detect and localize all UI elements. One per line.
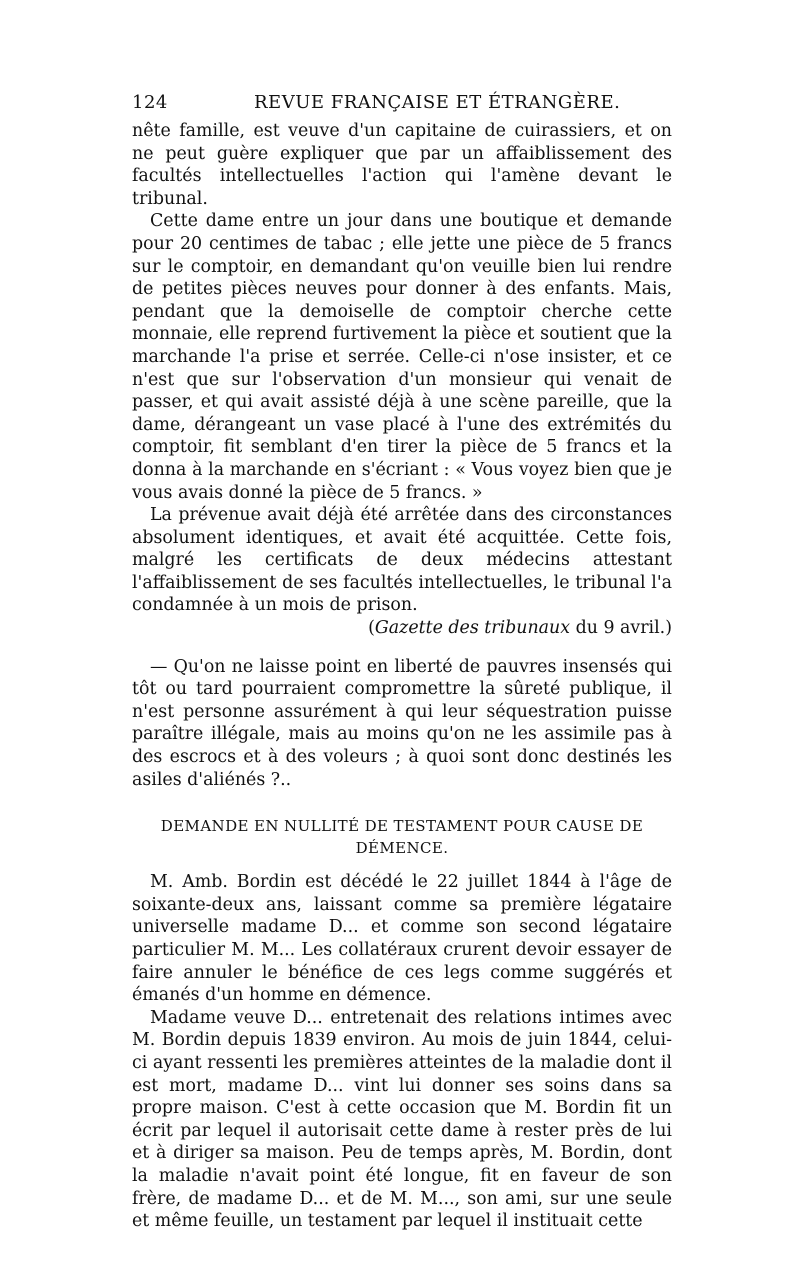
source-citation (132, 617, 672, 640)
source-rest: du 9 avril.) (570, 618, 672, 639)
paragraph-commentary: — Qu'on ne laisse point en liberté de pauvres insensés qui tôt ou tard pourraient compromettre la sûreté publique, il n'est personne assurément à qui leur séquestration puisse paraître illégale, mais au moins qu'on ne les assimile pas à des escrocs et à des voleurs ; à quoi sont donc destinés les asiles d'aliénés ?.. (132, 656, 672, 790)
paragraph-gap (132, 640, 672, 656)
page-number: 124 (132, 92, 168, 113)
source-open: ( (368, 618, 375, 639)
paragraph-verdict: La prévenue avait déjà été arrêtée dans des circonstances absolument identiques, et avait été acquittée. Cette fois, malgré les certificats de deux médecins attestant l'affaiblissement de ses facultés intellectuelles, le tribunal l'a condamnée à un mois de prison. (132, 505, 672, 616)
paragraph-relations: Madame veuve D... entretenait des relations intimes avec M. Bordin depuis 1839 environ. Au mois de juin 1844, celui-ci ayant ressenti les premières atteintes de la maladie dont il est mort, madame D... vint lui donner ses soins dans sa propre maison. C'est à cette occasion que M. Bordin fit un écrit par lequel il autorisait cette dame à rester près de lui et à diriger sa maison. Peu de temps après, M. Bordin, dont la maladie n'avait point été longue, fit en faveur de son frère, de madame D... et de M. M..., son ami, sur une seule et même feuille, un testament par lequel il instituait cette (132, 1007, 672, 1232)
paragraph-case: M. Amb. Bordin est décédé le 22 juillet 1844 à l'âge de soixante-deux ans, laissant comme sa première légataire universelle madame D... et comme son second légataire particulier M. M... Les collatéraux crurent devoir essayer de faire annuler le bénéfice de ces legs comme suggérés et émanés d'un homme en démence. (132, 872, 672, 1006)
source-title: Gazette des tribunaux (374, 618, 571, 639)
paragraph-continued: nête famille, est veuve d'un capitaine de cuirassiers, et on ne peut guère expliquer que par un affaiblissement des facultés intellectuelles l'action qui l'amène devant le tribunal. (132, 121, 672, 209)
section-title: DEMANDE EN NULLITÉ DE TESTAMENT POUR CAUSE DE DÉMENCE. (160, 817, 644, 858)
journal-title: REVUE FRANÇAISE ET ÉTRANGÈRE. (254, 92, 621, 113)
paragraph-anecdote: Cette dame entre un jour dans une boutique et demande pour 20 centimes de tabac ; elle jette une pièce de 5 francs sur le comptoir, en demandant qu'on veuille bien lui rendre de petites pièces neuves pour donner à des enfants. Mais, pendant que la demoiselle de comptoir cherche cette monnaie, elle reprend furtivement la pièce et soutient que la marchande l'a prise et serrée. Celle-ci n'ose insister, et ce n'est que sur l'observation d'un monsieur qui venait de passer, et qui avait assisté déjà à une scène pareille, que la dame, dérangeant un vase placé à l'une des extrémités du comptoir, fit semblant d'en tirer la pièce de 5 francs et la donna à la marchande en s'écriant : « Vous voyez bien que je vous avais donné la pièce de 5 francs. » (132, 211, 672, 503)
body-text (132, 120, 672, 1233)
